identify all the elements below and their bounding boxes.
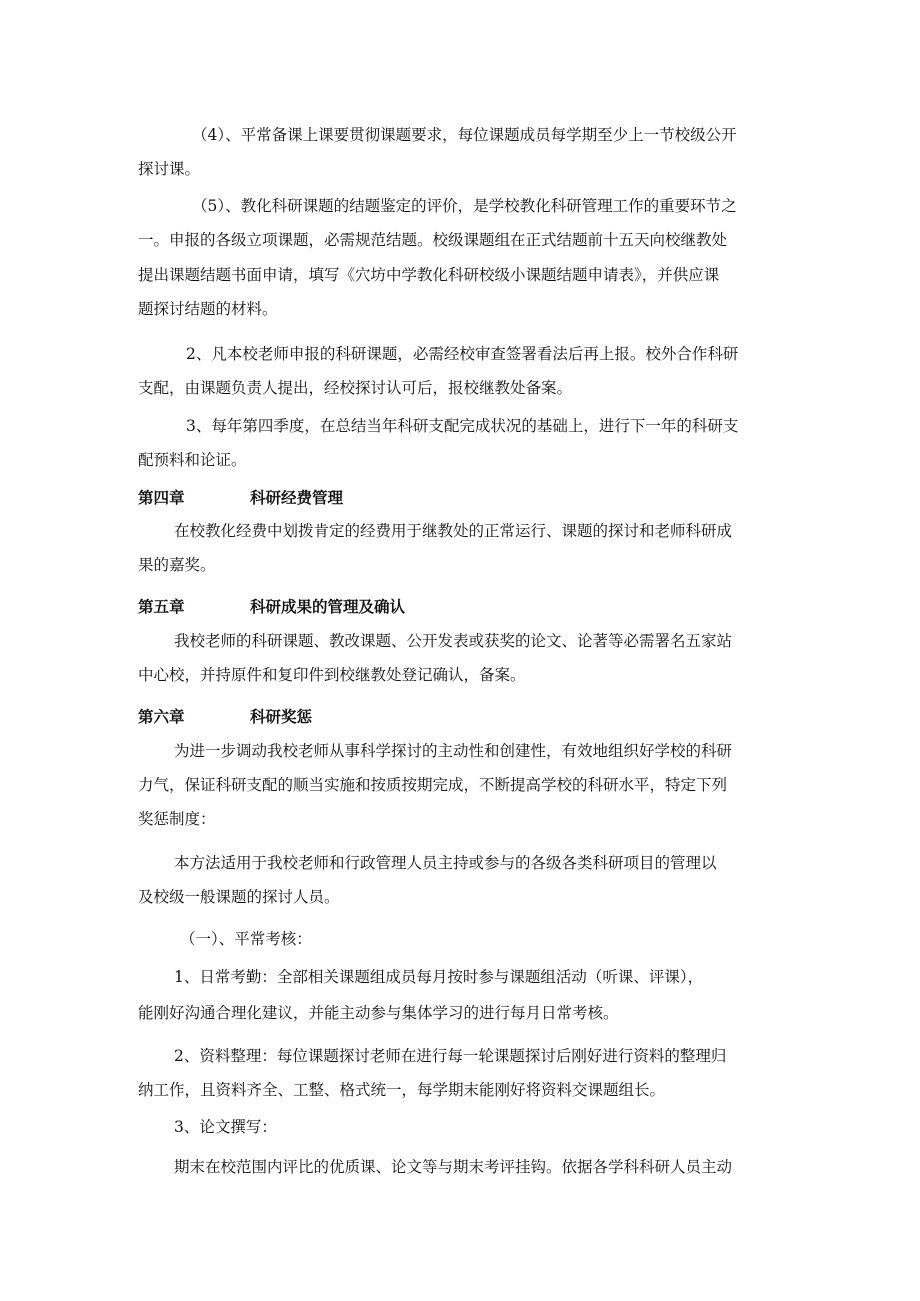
- paragraph-line: 我校老师的科研课题、教改课题、公开发表或获奖的论文、论著等必需署名五家站: [174, 632, 733, 650]
- paragraph-line: 能刚好沟通合理化建议，并能主动参与集体学习的进行每月日常考核。: [138, 1004, 619, 1022]
- paragraph-line: （5）、教化科研课题的结题鉴定的评价，是学校教化科研管理工作的重要环节之: [192, 197, 737, 215]
- paragraph-line: （一）、平常考核：: [180, 930, 312, 948]
- paragraph-line: 中心校，并持原件和复印件到校继教处登记确认，备案。: [138, 666, 526, 684]
- paragraph-line: 及校级一般课题的探讨人员。: [138, 888, 340, 906]
- chapter-number: 第五章: [138, 597, 185, 616]
- paragraph-line: 3、每年第四季度，在总结当年科研支配完成状况的基础上，进行下一年的科研支: [186, 417, 739, 435]
- chapter-number: 第四章: [138, 488, 185, 507]
- paragraph-line: 力气，保证科研支配的顺当实施和按质按期完成，不断提高学校的科研水平，特定下列: [138, 776, 728, 794]
- paragraph-line: 配预料和论证。: [138, 451, 247, 469]
- chapter-title: 科研奖惩: [250, 707, 313, 726]
- paragraph-line: 一。申报的各级立项课题，必需规范结题。校级课题组在正式结题前十五天向校继教处: [138, 231, 728, 249]
- paragraph-line: 为进一步调动我校老师从事科学探讨的主动性和创建性，有效地组织好学校的科研: [174, 742, 733, 760]
- chapter-title: 科研成果的管理及确认: [250, 597, 406, 616]
- paragraph-line: 1、日常考勤：全部相关课题组成员每月按时参与课题组活动（听课、评课），: [174, 968, 704, 986]
- paragraph-line: 2、凡本校老师申报的科研课题，必需经校审查签署看法后再上报。校外合作科研: [186, 345, 739, 363]
- paragraph-line: 奖惩制度：: [138, 810, 216, 828]
- chapter-heading: [138, 484, 344, 512]
- paragraph-line: 2、资料整理：每位课题探讨老师在进行每一轮课题探讨后刚好进行资料的整理归: [174, 1047, 727, 1065]
- paragraph-line: 支配，由课题负责人提出，经校探讨认可后，报校继教处备案。: [138, 379, 573, 397]
- paragraph-line: 纳工作，且资料齐全、工整、格式统一，每学期末能刚好将资料交课题组长。: [138, 1081, 666, 1099]
- paragraph-line: 在校教化经费中划拨肯定的经费用于继教处的正常运行、课题的探讨和老师科研成: [174, 522, 733, 540]
- chapter-number: 第六章: [138, 707, 185, 726]
- paragraph-line: 本方法适用于我校老师和行政管理人员主持或参与的各级各类科研项目的管理以: [174, 854, 717, 872]
- paragraph-line: 探讨课。: [138, 160, 201, 178]
- paragraph-line: 果的嘉奖。: [138, 556, 216, 574]
- chapter-heading: [138, 593, 406, 621]
- paragraph-line: 3、论文撰写：: [174, 1118, 277, 1136]
- chapter-title: 科研经费管理: [250, 488, 344, 507]
- paragraph-line: 期末在校范围内评比的优质课、论文等与期末考评挂钩。依据各学科科研人员主动: [174, 1158, 733, 1176]
- paragraph-line: （4）、平常备课上课要贯彻课题要求，每位课题成员每学期至少上一节校级公开: [192, 126, 737, 144]
- paragraph-line: 提出课题结题书面申请，填写《穴坊中学教化科研校级小课题结题申请表》，并供应课: [138, 266, 720, 284]
- chapter-heading: [138, 703, 313, 731]
- paragraph-line: 题探讨结题的材料。: [138, 300, 278, 318]
